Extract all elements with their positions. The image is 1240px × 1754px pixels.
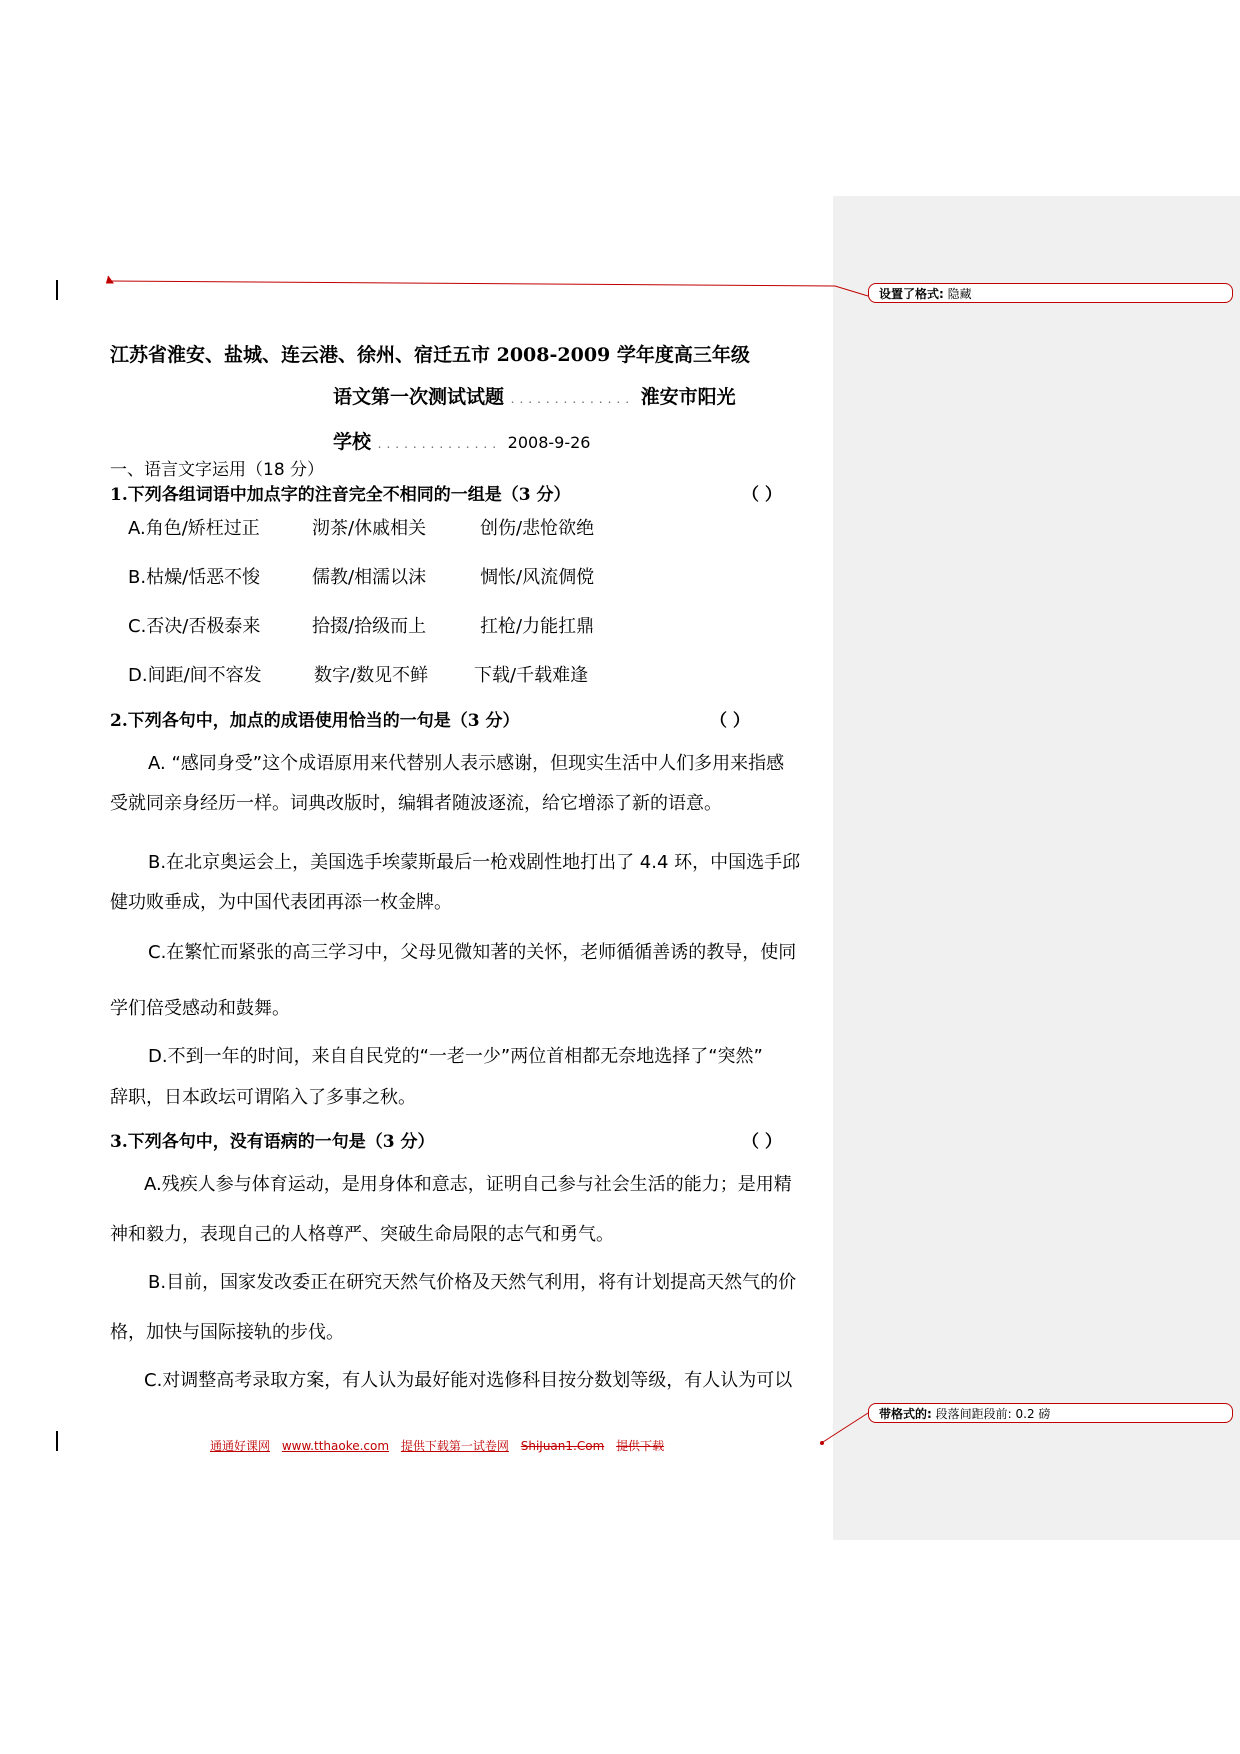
footer-deleted-url: ShiJuan1.Com	[520, 1439, 605, 1453]
q1-option-c-col3: 扛枪/力能扛鼎	[480, 616, 595, 637]
balloon-label: 带格式的:	[879, 1407, 932, 1421]
q2-option-b-line2: 健功败垂成，为中国代表团再添一枚金牌。	[110, 892, 452, 913]
balloon-label: 设置了格式:	[879, 287, 944, 301]
comment-margin-panel	[833, 196, 1240, 1540]
text-cursor-mark	[56, 280, 58, 300]
format-balloon-spacing[interactable]	[868, 1403, 1233, 1423]
q2-option-b-line1: B.在北京奥运会上，美国选手埃蒙斯最后一枪戏剧性地打出了 4.4 环，中国选手邱	[148, 852, 801, 873]
q3-option-b-line1: B.目前，国家发改委正在研究天然气价格及天然气利用，将有计划提高天然气的价	[148, 1272, 797, 1293]
q3-option-a-line1: A.残疾人参与体育运动，是用身体和意志，证明自己参与社会生活的能力；是用精	[144, 1174, 792, 1195]
q1-option-d-col3: 下载/千载难逢	[474, 665, 589, 686]
q2-option-c-line2: 学们倍受感动和鼓舞。	[110, 998, 290, 1019]
question-1-stem: 1.下列各组词语中加点字的注音完全不相同的一组是（3 分）	[110, 485, 571, 505]
footer-deleted-text: 提供下载	[616, 1439, 665, 1453]
balloon-value: 段落间距段前: 0.2 磅	[935, 1407, 1051, 1421]
q1-option-d-col2: 数字/数见不鲜	[314, 665, 429, 686]
school-name-start: 淮安市阳光	[640, 386, 736, 408]
q2-option-d-line1: D.不到一年的时间，来自自民党的“一老一少”两位首相都无奈地选择了“突然”	[148, 1046, 763, 1067]
section-heading: 一、语言文字运用（18 分）	[110, 460, 325, 480]
exam-date: 2008-9-26	[507, 433, 591, 452]
q2-option-a-line2: 受就同亲身经历一样。词典改版时，编辑者随波逐流，给它增添了新的语意。	[110, 793, 722, 814]
q3-option-a-line2: 神和毅力，表现自己的人格尊严、突破生命局限的志气和勇气。	[110, 1224, 614, 1245]
text-cursor-mark	[56, 1431, 58, 1451]
footer-provider-text: 提供下载第一试卷网	[400, 1439, 509, 1453]
tab-leader-dots: ..............	[377, 437, 502, 451]
footer-site-name[interactable]: 通通好课网	[210, 1439, 271, 1453]
format-balloon-hidden[interactable]	[868, 283, 1233, 303]
q2-option-d-line2: 辞职，日本政坛可谓陷入了多事之秋。	[110, 1087, 416, 1108]
q2-option-c-line1: C.在繁忙而紧张的高三学习中，父母见微知著的关怀，老师循循善诱的教导，使同	[148, 942, 797, 963]
footer-site-url[interactable]: www.tthaoke.com	[281, 1439, 390, 1453]
answer-paren: （ ）	[710, 711, 750, 731]
q1-option-b-col2: 儒教/相濡以沫	[312, 567, 427, 588]
page-footer	[210, 1437, 672, 1454]
q2-option-a-line1: A. “感同身受”这个成语原用来代替别人表示感谢，但现实生活中人们多用来指感	[148, 753, 785, 774]
q1-option-c-col2: 拾掇/拾级而上	[312, 616, 427, 637]
q3-option-c-line1: C.对调整高考录取方案，有人认为最好能对选修科目按分数划等级，有人认为可以	[144, 1370, 793, 1391]
q1-option-c-col1: C.否决/否极泰来	[128, 616, 261, 637]
tab-leader-dots: ..............	[510, 392, 635, 406]
q1-option-b-col3: 惆怅/风流倜傥	[480, 567, 595, 588]
document-title-line2	[333, 382, 736, 409]
title-text: 语文第一次测试试题	[333, 386, 505, 408]
answer-paren: （ ）	[742, 1132, 782, 1152]
balloon-value: 隐藏	[947, 287, 972, 301]
question-3-stem: 3.下列各句中，没有语病的一句是（3 分）	[110, 1132, 435, 1152]
q1-option-b-col1: B.枯燥/恬恶不悛	[128, 567, 261, 588]
document-title-line3	[333, 427, 590, 454]
q1-option-a-col1: A.角色/矫枉过正	[128, 518, 260, 539]
q1-option-a-col2: 沏茶/休戚相关	[312, 518, 427, 539]
q1-option-d-col1: D.间距/间不容发	[128, 665, 262, 686]
q1-option-a-col3: 创伤/悲怆欲绝	[480, 518, 595, 539]
question-2-stem: 2.下列各句中，加点的成语使用恰当的一句是（3 分）	[110, 711, 520, 731]
answer-paren: （ ）	[742, 485, 782, 505]
school-name-end: 学校	[333, 431, 372, 453]
document-title-line1: 江苏省淮安、盐城、连云港、徐州、宿迁五市 2008-2009 学年度高三年级	[110, 344, 750, 366]
q3-option-b-line2: 格，加快与国际接轨的步伐。	[110, 1322, 344, 1343]
